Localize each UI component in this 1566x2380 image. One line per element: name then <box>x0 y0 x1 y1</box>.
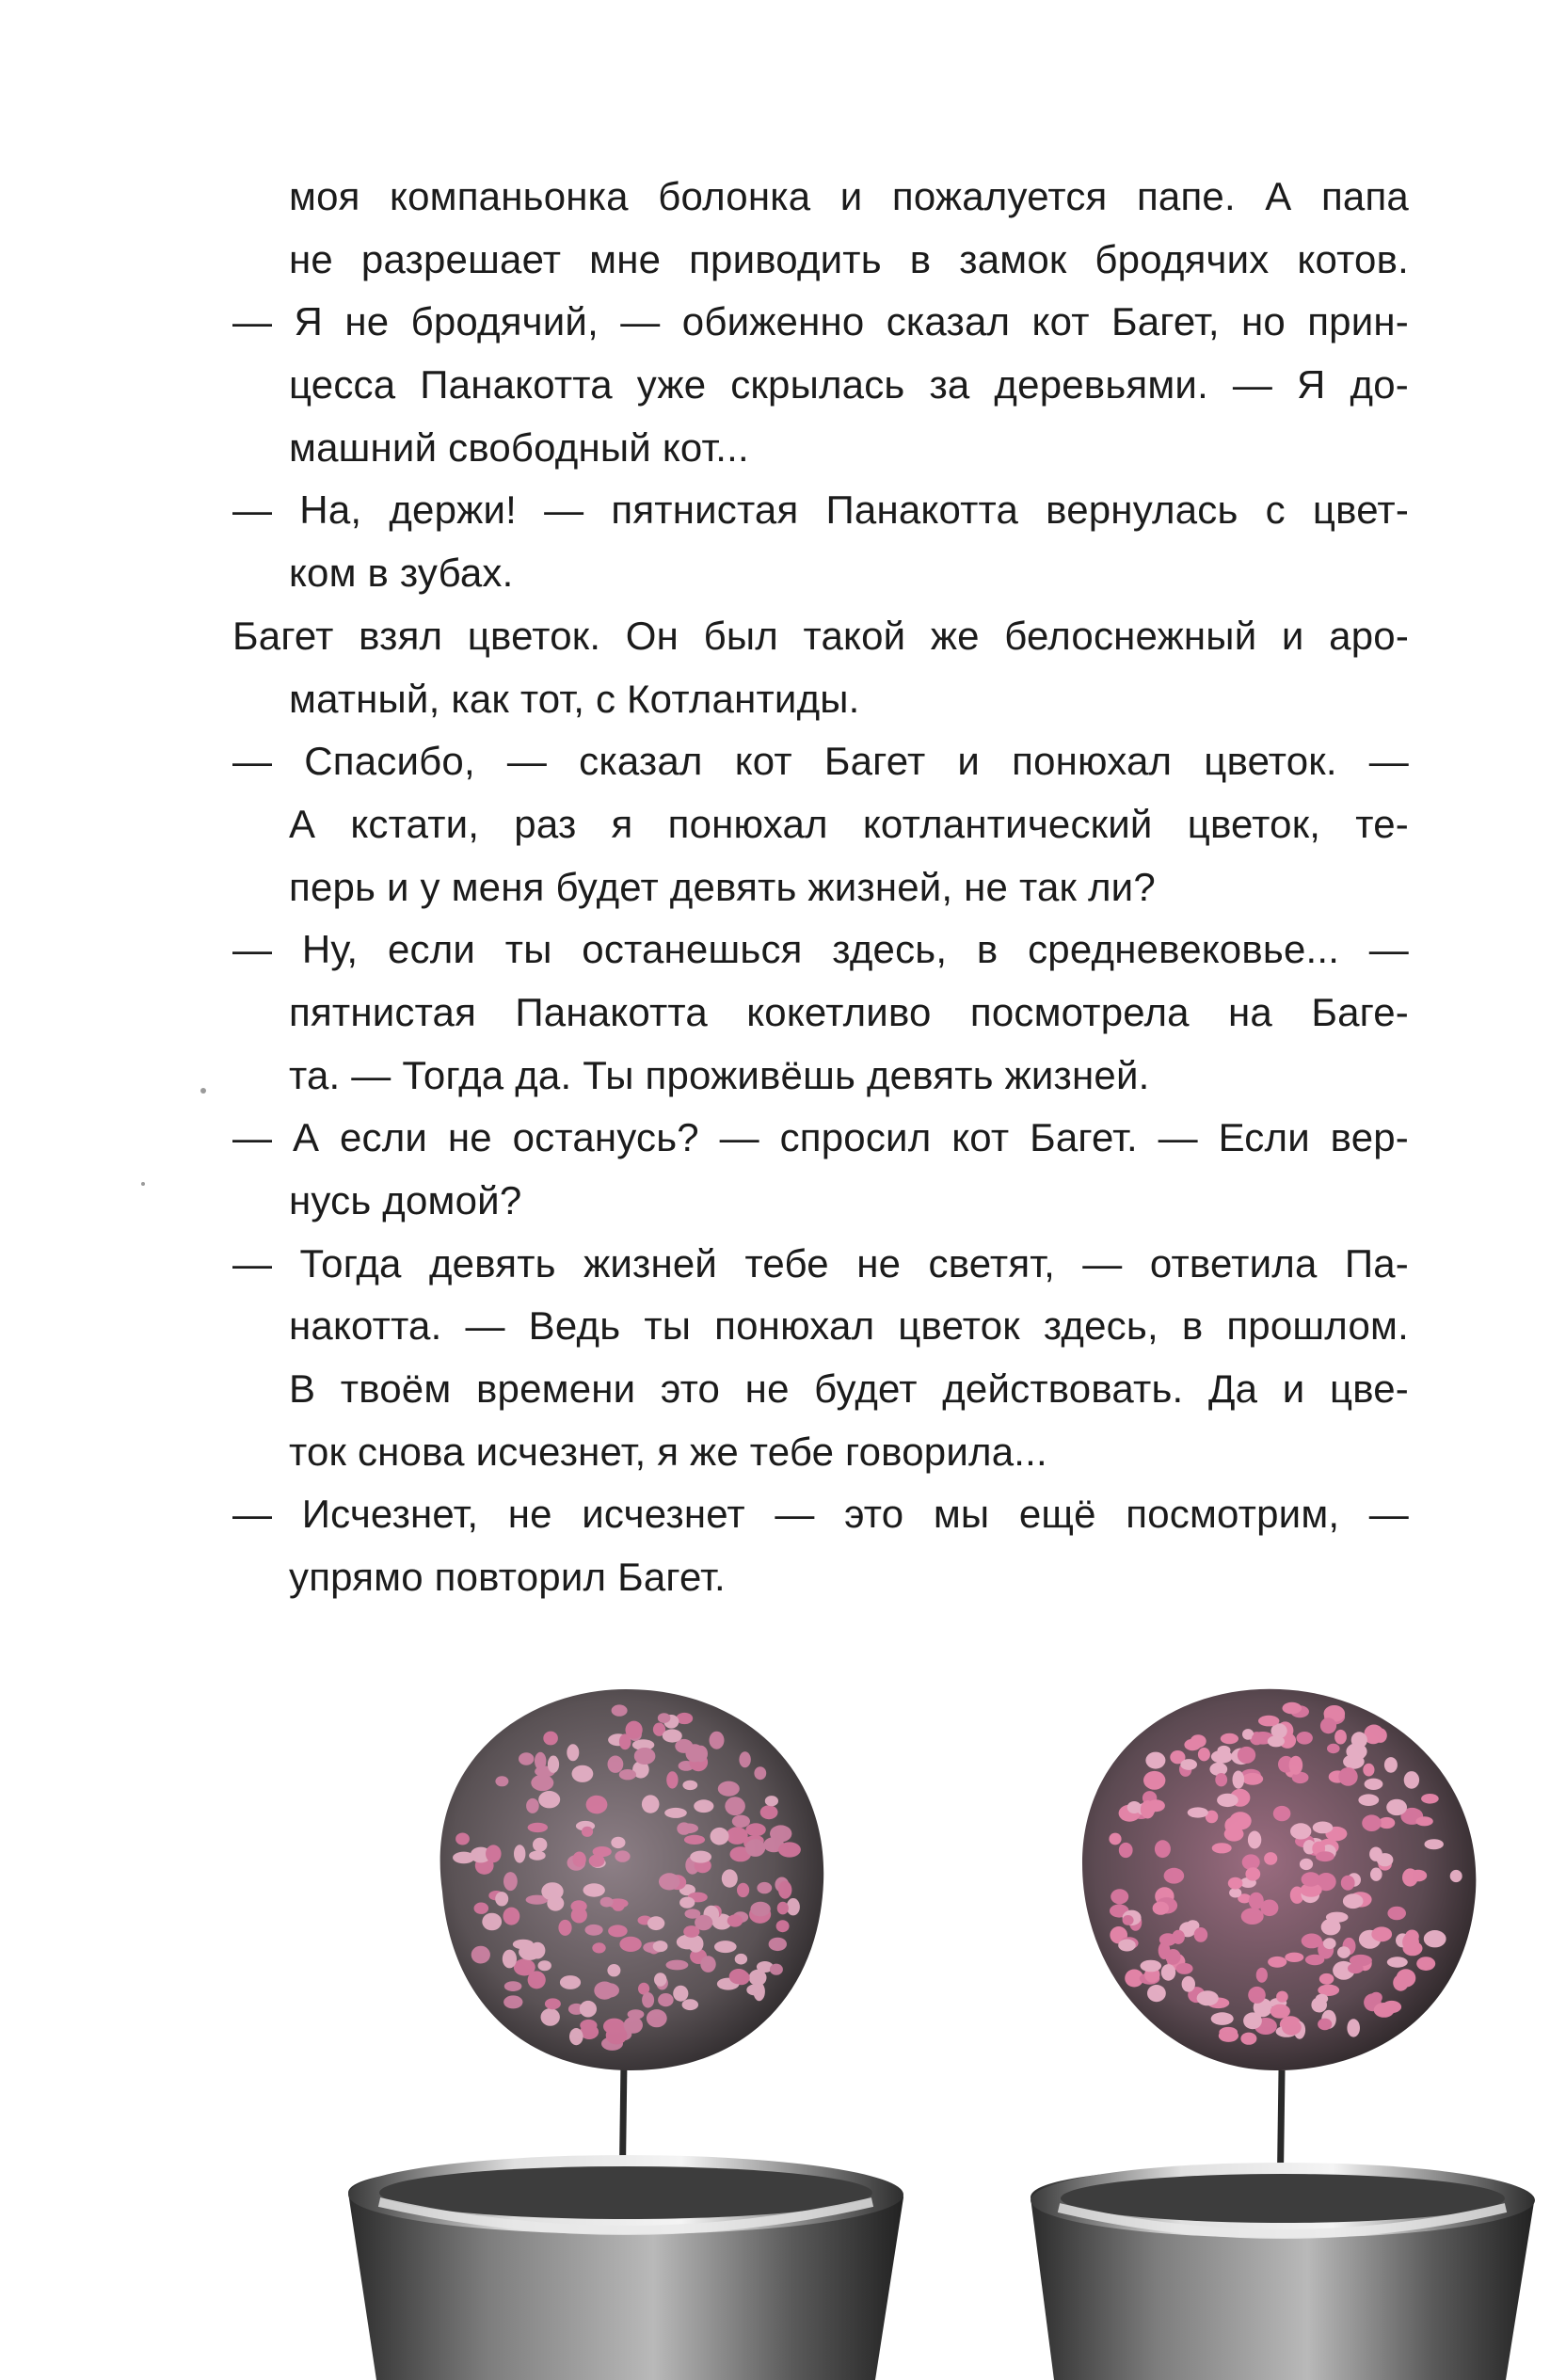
blossom-dot <box>1363 1764 1374 1777</box>
blossom-dot <box>647 1916 664 1930</box>
blossom-dot <box>1109 1833 1121 1845</box>
blossom-dot <box>611 1837 625 1848</box>
blossom-dot <box>684 1835 705 1845</box>
blossom-dot <box>659 1873 679 1890</box>
blossom-dot <box>612 1901 624 1911</box>
dialogue-line: — Тогда девять жизней тебе не светят, — ответила Па- <box>232 1240 1409 1286</box>
text-line: В твоём времени это не будет действовать. Да и цве- <box>289 1366 1409 1412</box>
blossom-dot <box>739 1751 750 1767</box>
blossom-dot <box>1180 1759 1197 1770</box>
blossom-dot <box>495 1776 508 1786</box>
blossom-dot <box>1421 1794 1439 1804</box>
blossom-dot <box>1415 1816 1432 1826</box>
blossom-dot <box>503 1872 518 1891</box>
blossom-dot <box>1147 1985 1166 2002</box>
blossom-dot <box>1145 1752 1165 1769</box>
blossom-dot <box>482 1913 502 1931</box>
blossom-dot <box>471 1946 490 1964</box>
blossom-dot <box>770 1964 783 1975</box>
blossom-dot <box>1289 1756 1303 1775</box>
blossom-dot <box>1384 1757 1398 1773</box>
ink-speck <box>200 1088 206 1094</box>
blossom-dot <box>694 1746 708 1763</box>
text-line: нусь домой? <box>289 1178 522 1222</box>
blossom-dot <box>1184 1739 1201 1750</box>
blossom-dot <box>1323 1938 1336 1949</box>
blossom-dot <box>1175 1963 1192 1974</box>
blossom-dot <box>1229 1888 1241 1897</box>
blossom-dot <box>567 1744 579 1761</box>
story-text <box>232 166 1409 1609</box>
blossom-dot <box>1276 1991 1288 2003</box>
blossom-dot <box>1188 1807 1208 1817</box>
blossom-dot <box>1416 1957 1435 1971</box>
blossom-dot <box>455 1833 470 1845</box>
topiary-illustration <box>0 1637 1566 2380</box>
text-line: матный, как тот, с Котлантиды. <box>289 676 860 721</box>
blossom-dot <box>663 1729 682 1742</box>
blossom-dot <box>1212 1843 1232 1853</box>
blossom-dot <box>594 1982 615 2000</box>
blossom-dot <box>666 1771 678 1788</box>
blossom-dot <box>1371 1926 1392 1941</box>
text-line: ком в зубах. <box>289 551 514 596</box>
blossom-dot <box>1377 1853 1394 1866</box>
text-line: упрямо повторил Багет. <box>289 1555 726 1600</box>
blossom-dot <box>725 1797 745 1815</box>
blossom-dot <box>1164 1868 1185 1884</box>
blossom-dot <box>1290 1823 1311 1839</box>
blossom-dot <box>634 1748 656 1765</box>
blossom-dot <box>757 1882 772 1893</box>
blossom-dot <box>658 1713 671 1723</box>
blossom-dot <box>787 1898 800 1915</box>
text-line: машний свободный кот... <box>289 424 749 470</box>
blossom-dot <box>474 1903 489 1914</box>
blossom-dot <box>1337 1946 1350 1958</box>
blossom-dot <box>1327 1744 1340 1753</box>
narration-line: Багет взял цветок. Он был такой же белоснежный и аро- <box>232 613 1409 658</box>
blossom-dot <box>735 1954 747 1965</box>
text-line: пятнистая Панакотта кокетливо посмотрела на Баге- <box>289 989 1409 1034</box>
blossom-dot <box>519 1752 534 1765</box>
blossom-dot <box>1123 1915 1134 1925</box>
blossom-dot <box>718 1781 740 1797</box>
blossom-dot <box>1141 1960 1162 1973</box>
dialogue-line: — Ну, если ты останешься здесь, в средневековье... — <box>232 927 1409 972</box>
blossom-dot <box>593 1846 612 1857</box>
blossom-dot <box>1182 1976 1195 1992</box>
blossom-dot <box>619 1937 641 1952</box>
blossom-dot <box>1386 1799 1407 1815</box>
blossom-dot <box>1229 1812 1251 1829</box>
blossom-dot <box>745 1839 765 1857</box>
blossom-dot <box>586 1796 608 1814</box>
blossom-dot <box>765 1796 778 1806</box>
blossom-dot <box>1424 1930 1446 1947</box>
blossom-dot <box>776 1920 790 1932</box>
blossom-dot <box>1198 1748 1210 1761</box>
blossom-dot <box>541 2008 560 2026</box>
blossom-dot <box>538 1960 551 1971</box>
blossom-dot <box>653 1941 668 1952</box>
blossom-dot <box>572 1765 594 1782</box>
blossom-dot <box>679 1824 698 1834</box>
blossom-dot <box>1404 1771 1419 1789</box>
blossom-dot <box>1258 1716 1279 1727</box>
blossom-dot <box>592 1942 605 1953</box>
blossom-dot <box>1249 1893 1264 1909</box>
blossom-dot <box>1268 1735 1285 1747</box>
blossom-dot <box>495 1892 508 1906</box>
blossom-dot <box>548 1756 559 1773</box>
dialogue-line: — Спасибо, — сказал кот Багет и понюхал цветок. — <box>232 739 1409 784</box>
text-line: накотта. — Ведь ты понюхал цветок здесь, в прошлом. <box>289 1303 1409 1349</box>
blossom-dot <box>710 1732 725 1749</box>
blossom-dot <box>615 1850 630 1861</box>
blossom-dot <box>729 1969 748 1984</box>
blossom-dot <box>1387 1957 1408 1967</box>
text-line: ток снова исчезнет, я же тебе говорила... <box>289 1429 1047 1474</box>
blossom-dot <box>1256 1968 1268 1983</box>
blossom-dot <box>1111 1889 1128 1904</box>
blossom-dot <box>1243 2012 1262 2029</box>
blossom-dot <box>1341 1876 1355 1891</box>
blossom-dot <box>1285 1953 1303 1962</box>
right-topiary <box>1031 1689 1535 2380</box>
blossom-dot <box>626 1721 643 1739</box>
blossom-dot <box>722 1869 738 1887</box>
blossom-dot <box>750 1902 770 1917</box>
blossom-dot <box>558 1920 571 1936</box>
blossom-dot <box>664 1808 687 1818</box>
blossom-dot <box>778 1881 791 1899</box>
blossom-dot <box>543 1732 558 1746</box>
blossom-dot <box>690 1851 711 1863</box>
blossom-dot <box>1297 1732 1313 1745</box>
blossom-dot <box>1343 1893 1364 1909</box>
blossom-dot <box>1425 1839 1444 1849</box>
blossom-dot <box>1320 1717 1336 1733</box>
blossom-dot <box>1197 1990 1219 2005</box>
blossom-dot <box>642 1992 654 2008</box>
blossom-dot <box>1319 1973 1334 1985</box>
blossom-dot <box>545 1998 561 2009</box>
blossom-dot <box>1326 1912 1349 1923</box>
blossom-dot <box>514 1845 525 1862</box>
blossom-dot <box>531 1775 553 1791</box>
blossom-dot <box>778 1842 801 1857</box>
blossom-dot <box>1118 1940 1136 1952</box>
blossom-dot <box>503 1908 520 1925</box>
blossom-dot <box>1233 1771 1245 1789</box>
blossom-dot <box>1161 1964 1175 1981</box>
blossom-dot <box>571 1908 587 1924</box>
blossom-dot <box>1316 1851 1334 1861</box>
blossom-dot <box>1194 1927 1208 1942</box>
blossom-dot <box>580 2020 597 2031</box>
blossom-dot <box>1248 1987 1266 2004</box>
blossom-dot <box>1218 1746 1231 1755</box>
blossom-dot <box>528 1823 548 1832</box>
blossom-dot <box>1450 1870 1462 1882</box>
blossom-dot <box>1347 2019 1360 2037</box>
text-line: цесса Панакотта уже скрылась за деревьями. — Я до- <box>289 362 1409 407</box>
dialogue-line: — Исчезнет, не исчезнет — это мы ещё посмотрим, — <box>232 1492 1409 1537</box>
text-line: А кстати, раз я понюхал котлантический цветок, те- <box>289 801 1409 846</box>
blossom-dot <box>737 1883 749 1897</box>
blossom-dot <box>1242 1773 1263 1785</box>
blossom-dot <box>754 1766 766 1780</box>
blossom-dot <box>533 1838 547 1852</box>
blossom-dot <box>1382 2001 1402 2013</box>
blossom-dot <box>607 1964 620 1976</box>
blossom-dot <box>1351 1732 1367 1748</box>
blossom-dot <box>1387 1907 1406 1921</box>
blossom-dot <box>1273 1806 1291 1821</box>
blossom-dot <box>1245 1867 1260 1880</box>
blossom-dot <box>583 1883 605 1896</box>
blossom-dot <box>1143 1771 1165 1790</box>
blossom-dot <box>777 1902 789 1915</box>
blossom-dot <box>1240 2033 1256 2045</box>
blossom-dot <box>628 2009 645 2019</box>
blossom-dot <box>529 1851 546 1861</box>
text-line: не разрешает мне приводить в замок бродячих котов. <box>289 236 1409 281</box>
blossom-dot <box>760 1805 778 1819</box>
blossom-dot <box>514 1958 535 1975</box>
blossom-dot <box>1211 2012 1234 2025</box>
blossom-dot <box>1370 1868 1382 1881</box>
blossom-dot <box>1241 1908 1264 1925</box>
blossom-dot <box>1268 1957 1286 1968</box>
text-line: перь и у меня будет девять жизней, не так ли? <box>289 864 1156 909</box>
blossom-dot <box>673 1986 688 2002</box>
blossom-dot <box>1141 1800 1155 1818</box>
blossom-dot <box>727 1914 743 1926</box>
blossom-dot <box>1217 1794 1238 1807</box>
blossom-dot <box>624 2017 643 2034</box>
blossom-dot <box>714 1941 737 1953</box>
blossom-dot <box>1270 2005 1290 2019</box>
blossom-dot <box>1334 1730 1347 1745</box>
blossom-dot <box>538 1791 560 1808</box>
dialogue-line: — Я не бродячий, — обиженно сказал кот Багет, но прин- <box>232 299 1409 344</box>
blossom-dot <box>682 1781 697 1790</box>
blossom-dot <box>503 1950 517 1969</box>
blossom-dot <box>486 1845 502 1862</box>
blossom-dot <box>1228 1877 1243 1890</box>
blossom-dot <box>711 1828 729 1845</box>
blossom-dot <box>1358 1794 1379 1806</box>
blossom-dot <box>688 1935 703 1952</box>
ink-speck <box>141 1182 145 1186</box>
blossom-dot <box>569 2028 583 2045</box>
blossom-dot <box>654 1973 666 1986</box>
blossom-dot <box>1302 1872 1320 1886</box>
blossom-dot <box>1365 1779 1383 1790</box>
blossom-dot <box>1338 1767 1357 1786</box>
dialogue-line: — На, держи! — пятнистая Панакотта вернулась с цвет- <box>232 487 1409 533</box>
blossom-dot <box>1348 1963 1364 1973</box>
blossom-dot <box>1219 2030 1238 2042</box>
blossom-dot <box>1402 1933 1419 1952</box>
blossom-dot <box>1238 1747 1255 1764</box>
blossom-dot <box>694 1799 713 1813</box>
text-line: та. — Тогда да. Ты проживёшь девять жизней. <box>289 1052 1150 1097</box>
blossom-dot <box>769 1938 787 1951</box>
blossom-dot <box>547 1895 564 1910</box>
blossom-dot <box>1283 1702 1302 1715</box>
blossom-dot <box>1153 1902 1169 1915</box>
blossom-dot <box>1305 1955 1324 1965</box>
blossom-dot <box>1300 1859 1313 1870</box>
blossom-dot <box>600 1897 614 1908</box>
blossom-dot <box>572 1852 585 1867</box>
blossom-dot <box>1159 1941 1171 1959</box>
left-topiary <box>348 1689 903 2380</box>
blossom-dot <box>1370 1992 1382 2004</box>
blossom-dot <box>1410 1870 1428 1882</box>
blossom-dot <box>580 2001 597 2018</box>
blossom-dot <box>642 1795 660 1813</box>
blossom-dot <box>1311 1997 1327 2012</box>
blossom-dot <box>658 1993 674 2006</box>
blossom-dot <box>1264 1852 1277 1865</box>
blossom-dot <box>1313 1822 1334 1834</box>
dialogue-line: — А если не останусь? — спросил кот Багет. — Если вер- <box>232 1115 1409 1160</box>
blossom-dot <box>1155 1840 1171 1858</box>
blossom-dot <box>1119 1843 1133 1858</box>
blossom-dot <box>619 1769 636 1780</box>
blossom-dot <box>1248 1831 1261 1849</box>
blossom-dot <box>700 1956 715 1973</box>
blossom-dot <box>608 1756 624 1773</box>
blossom-dot <box>612 1704 628 1716</box>
blossom-dot <box>732 1815 750 1828</box>
blossom-dot <box>695 1915 712 1931</box>
blossom-dot <box>608 1925 628 1937</box>
blossom-dot <box>1215 1773 1227 1786</box>
blossom-dot <box>535 1752 546 1770</box>
blossom-dot <box>1362 1814 1382 1831</box>
blossom-dot <box>682 1999 698 2010</box>
blossom-dot <box>1318 2019 1332 2031</box>
blossom-dot <box>603 2019 625 2035</box>
blossom-dot <box>503 1995 522 2008</box>
blossom-dot <box>666 1960 689 1971</box>
blossom-dot <box>1393 1974 1408 1991</box>
blossom-dot <box>526 1798 539 1813</box>
blossom-dot <box>582 1827 593 1837</box>
blossom-dot <box>745 1823 765 1836</box>
blossom-dot <box>1221 1733 1238 1744</box>
blossom-dot <box>504 1981 522 1991</box>
blossom-dot <box>647 2009 667 2027</box>
text-line: моя компаньонка болонка и пожалуется папе. А папа <box>289 174 1409 218</box>
blossom-dot <box>679 1897 695 1909</box>
blossom-dot <box>560 1975 581 1989</box>
blossom-dot <box>519 1944 541 1960</box>
blossom-dot <box>1282 2020 1302 2036</box>
blossom-dot <box>585 1925 603 1936</box>
